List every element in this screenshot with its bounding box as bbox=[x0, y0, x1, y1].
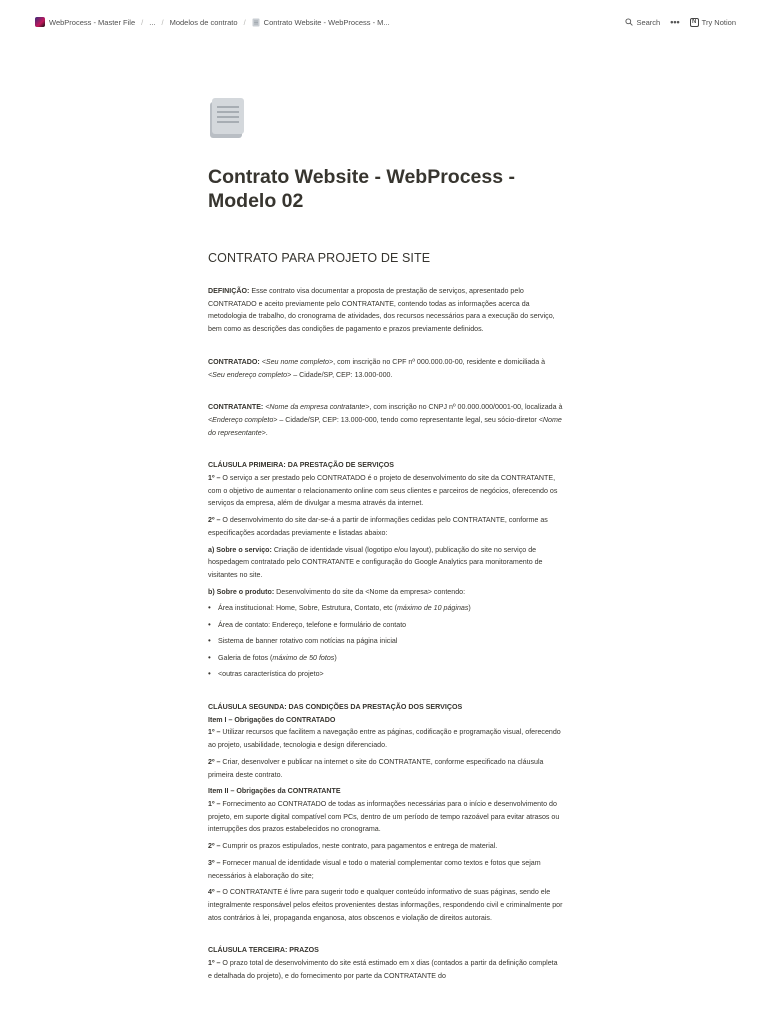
list-item-text bbox=[218, 652, 337, 665]
clause-one-item-a-label: a) Sobre o serviço: bbox=[208, 545, 272, 554]
clause-two-item-two-p3-text: Fornecer manual de identidade visual e todo o material complementar como textos e fotos que sejam necessários à elaboração do site; bbox=[208, 858, 541, 880]
try-notion-button[interactable] bbox=[690, 18, 736, 27]
breadcrumb-ellipsis-label: ... bbox=[149, 17, 156, 27]
list-item-text-part: ) bbox=[468, 604, 471, 613]
clause-two-item-one-p1-label: 1º – bbox=[208, 728, 221, 737]
list-item-italic: máximo de 50 fotos bbox=[272, 653, 335, 662]
breadcrumb-separator: / bbox=[141, 17, 144, 27]
bullet-icon: • bbox=[208, 652, 211, 662]
breadcrumb-ellipsis[interactable] bbox=[147, 16, 157, 29]
clause-two-item-two-p2-text: Cumprir os prazos estipulados, neste contrato, para pagamentos e entrega de material. bbox=[220, 842, 498, 851]
clause-one-item-a bbox=[208, 544, 563, 582]
try-notion-label: Try Notion bbox=[701, 17, 736, 27]
search-icon bbox=[625, 18, 633, 26]
list-item bbox=[208, 635, 563, 648]
contratante-text: . bbox=[265, 428, 268, 437]
list-item-text-part: ) bbox=[334, 653, 337, 662]
page-title-line1: Contrato Website - WebProcess - bbox=[208, 166, 516, 188]
notion-logo-icon: N bbox=[690, 18, 699, 27]
clause-two-heading: CLÁUSULA SEGUNDA: DAS CONDIÇÕES DA PRESTAÇÃO DOS SERVIÇOS bbox=[208, 703, 463, 712]
contratado-paragraph bbox=[208, 356, 563, 381]
list-item-text-part: Galeria de fotos ( bbox=[218, 653, 273, 662]
clause-one-item-b-text: Desenvolvimento do site da <Nome da empresa> contendo: bbox=[274, 587, 466, 596]
list-item-text-part: Área de contato: Endereço, telefone e formulário de contato bbox=[218, 620, 407, 629]
clause-one-p2-text: O desenvolvimento do site dar-se-á a partir de informações cedidas pelo CONTRATANTE, conforme as especificações acordadas previamente e listadas abaixo: bbox=[208, 516, 548, 537]
definition-paragraph bbox=[208, 285, 563, 336]
page-title bbox=[208, 165, 563, 213]
contratado-text: , com inscrição no CPF nº 000.000.00-00, residente e domiciliada à bbox=[333, 357, 546, 366]
list-item-text bbox=[218, 668, 324, 681]
clause-two-item-two-p4-text: O CONTRATANTE é livre para sugerir todo e qualquer conteúdo informativo de suas páginas, sendo ele integralmente responsável pelos efeitos provenientes destas informações, respondendo civil e criminalmente por atos contrários à lei, propaganda enganosa, atos obscenos e violação de direitos autorais. bbox=[208, 888, 563, 922]
contratado-text: – Cidade/SP, CEP: 13.000-000. bbox=[291, 370, 393, 379]
more-icon: ••• bbox=[670, 17, 680, 27]
clause-one-item-b-label: b) Sobre o produto: bbox=[208, 587, 275, 596]
clause-two-item-two-p3 bbox=[208, 857, 563, 882]
list-item-text bbox=[218, 602, 471, 615]
clause-two-item-one-p2 bbox=[208, 756, 563, 781]
page-content bbox=[208, 96, 563, 982]
more-options-button[interactable] bbox=[670, 17, 679, 27]
clause-two-item-two-heading: Item II – Obrigações da CONTRATANTE bbox=[208, 787, 341, 796]
bullet-icon: • bbox=[208, 619, 211, 629]
clause-one-p2-label: 2º – bbox=[208, 516, 221, 525]
clause-two-item-two-p1-text: Fornecimento ao CONTRATADO de todas as informações necessárias para o início e desenvolvimento do projeto, em suporte digital compatível com PCs, dentro de um período de tempo razoável para evitar atrasos ou interrupções dos prazos estabelecidos no cronograma. bbox=[208, 799, 560, 834]
bullet-icon: • bbox=[208, 603, 211, 613]
breadcrumb-folder[interactable] bbox=[168, 16, 240, 29]
clause-two-item-one-p1-text: Utilizar recursos que facilitem a navegação entre as páginas, codificação e programação visual, oferecendo ao projeto, usabilidade, tecnologia e design diferenciado. bbox=[208, 728, 561, 750]
topbar-actions bbox=[625, 17, 736, 27]
list-item bbox=[208, 619, 563, 632]
clause-two-item-two-p2 bbox=[208, 840, 563, 853]
clause-three-p1-text: O prazo total de desenvolvimento do site está estimado em x dias (contados a partir da definição completa e detalhada do projeto), e do fornecimento por parte da CONTRATANTE do bbox=[208, 959, 558, 980]
clause-two-item-two-p4 bbox=[208, 886, 563, 924]
list-item-italic: máximo de 10 páginas bbox=[397, 604, 469, 613]
clause-two-item-two-p1 bbox=[208, 798, 563, 836]
contratado-name-placeholder: <Seu nome completo> bbox=[261, 357, 334, 366]
workspace-icon bbox=[35, 17, 45, 27]
page-title-line2: Modelo 02 bbox=[208, 190, 304, 212]
contratante-address-placeholder: <Endereço completo> bbox=[208, 415, 278, 424]
list-item bbox=[208, 652, 563, 665]
breadcrumb-workspace[interactable] bbox=[33, 15, 137, 29]
clause-two-item-two-p3-label: 3º – bbox=[208, 858, 221, 867]
clause-two-item-one-heading: Item I – Obrigações do CONTRATADO bbox=[208, 715, 336, 724]
list-item-text-part: <outras característica do projeto> bbox=[218, 670, 324, 679]
bullet-icon: • bbox=[208, 636, 211, 646]
breadcrumb-separator: / bbox=[243, 17, 246, 27]
product-feature-list bbox=[208, 602, 563, 681]
page-scroll-icon bbox=[252, 18, 260, 27]
list-item-text-part: Sistema de banner rotativo com notícias na página inicial bbox=[218, 637, 398, 646]
breadcrumb-separator: / bbox=[161, 17, 164, 27]
list-item-text bbox=[218, 635, 397, 648]
contratante-label: CONTRATANTE: bbox=[208, 403, 264, 412]
contratado-address-placeholder: <Seu endereço completo> bbox=[208, 370, 292, 379]
clause-two-item-one-p1 bbox=[208, 726, 563, 751]
document-subtitle: CONTRATO PARA PROJETO DE SITE bbox=[208, 251, 431, 265]
breadcrumb-workspace-label: WebProcess - Master File bbox=[49, 17, 136, 27]
list-item bbox=[208, 602, 563, 615]
contratante-representative-placeholder: <Nome do representante> bbox=[208, 415, 562, 437]
breadcrumb-page-label: Contrato Website - WebProcess - M... bbox=[263, 17, 390, 27]
clause-three-p1 bbox=[208, 957, 563, 982]
clause-two-item-two-p4-label: 4º – bbox=[208, 888, 221, 897]
clause-one-item-b bbox=[208, 586, 563, 599]
clause-two-item-one-p2-label: 2º – bbox=[208, 757, 221, 766]
page-scroll-icon bbox=[208, 96, 248, 140]
breadcrumb bbox=[33, 15, 392, 29]
clause-one-item-a-text: Criação de identidade visual (logotipo e/ou layout), publicação do site no serviço de hospedagem contratado pelo CONTRATANTE e configuração do Google Analytics para monitoramento de visitantes no site. bbox=[208, 545, 543, 579]
clause-one-p2 bbox=[208, 514, 563, 539]
bullet-icon: • bbox=[208, 669, 211, 679]
clause-three-p1-label: 1º – bbox=[208, 959, 221, 968]
clause-one-p1 bbox=[208, 472, 563, 510]
top-bar bbox=[0, 0, 768, 44]
list-item-text-part: Área institucional: Home, Sobre, Estrutura, Contato, etc ( bbox=[218, 604, 398, 613]
clause-three-heading: CLÁUSULA TERCEIRA: PRAZOS bbox=[208, 946, 319, 955]
clause-one-heading: CLÁUSULA PRIMEIRA: DA PRESTAÇÃO DE SERVIÇOS bbox=[208, 461, 395, 470]
clause-two-item-two-p1-label: 1º – bbox=[208, 799, 221, 808]
clause-two-item-one-p2-text: Criar, desenvolver e publicar na internet o site do CONTRATANTE, conforme especificado na cláusula primeira deste contrato. bbox=[208, 757, 544, 779]
clause-two-item-two-p2-label: 2º – bbox=[208, 842, 221, 851]
search-label: Search bbox=[636, 17, 661, 27]
contratante-company-placeholder: <Nome da empresa contratante> bbox=[265, 403, 370, 412]
contratante-paragraph bbox=[208, 401, 563, 439]
list-item bbox=[208, 668, 563, 681]
clause-one-p1-text: O serviço a ser prestado pelo CONTRATADO é o projeto de desenvolvimento do site da CONTRATANTE, com o objetivo de aumentar o relacionamento online com seus clientes e parceiros de negócios, oferecendo os serviços da empresa, além de divulgar a mesma através da internet. bbox=[208, 474, 558, 508]
clause-one-p1-label: 1º – bbox=[208, 474, 221, 483]
contratante-text: – Cidade/SP, CEP: 13.000-000, tendo como representante legal, seu sócio-diretor bbox=[277, 415, 539, 424]
breadcrumb-page[interactable] bbox=[250, 16, 392, 29]
search-button[interactable] bbox=[625, 18, 660, 27]
contratante-text: , com inscrição no CNPJ nº 00.000.000/0001-00, localizada à bbox=[369, 403, 563, 412]
breadcrumb-folder-label: Modelos de contrato bbox=[169, 17, 238, 27]
list-item-text bbox=[218, 619, 406, 632]
definition-text: Esse contrato visa documentar a proposta de prestação de serviços, apresentado pelo CONTRATADO e aceito previamente pelo CONTRATANTE, contendo todas as informações acerca da metodologia de trabalho, do cronograma de atividades, dos recursos necessários para a execução do serviço, bem como as descrições das condições de pagamento e prazos previamente definidos. bbox=[208, 287, 555, 334]
contratado-label: CONTRATADO: bbox=[208, 357, 260, 366]
definition-label: DEFINIÇÃO: bbox=[208, 287, 250, 295]
